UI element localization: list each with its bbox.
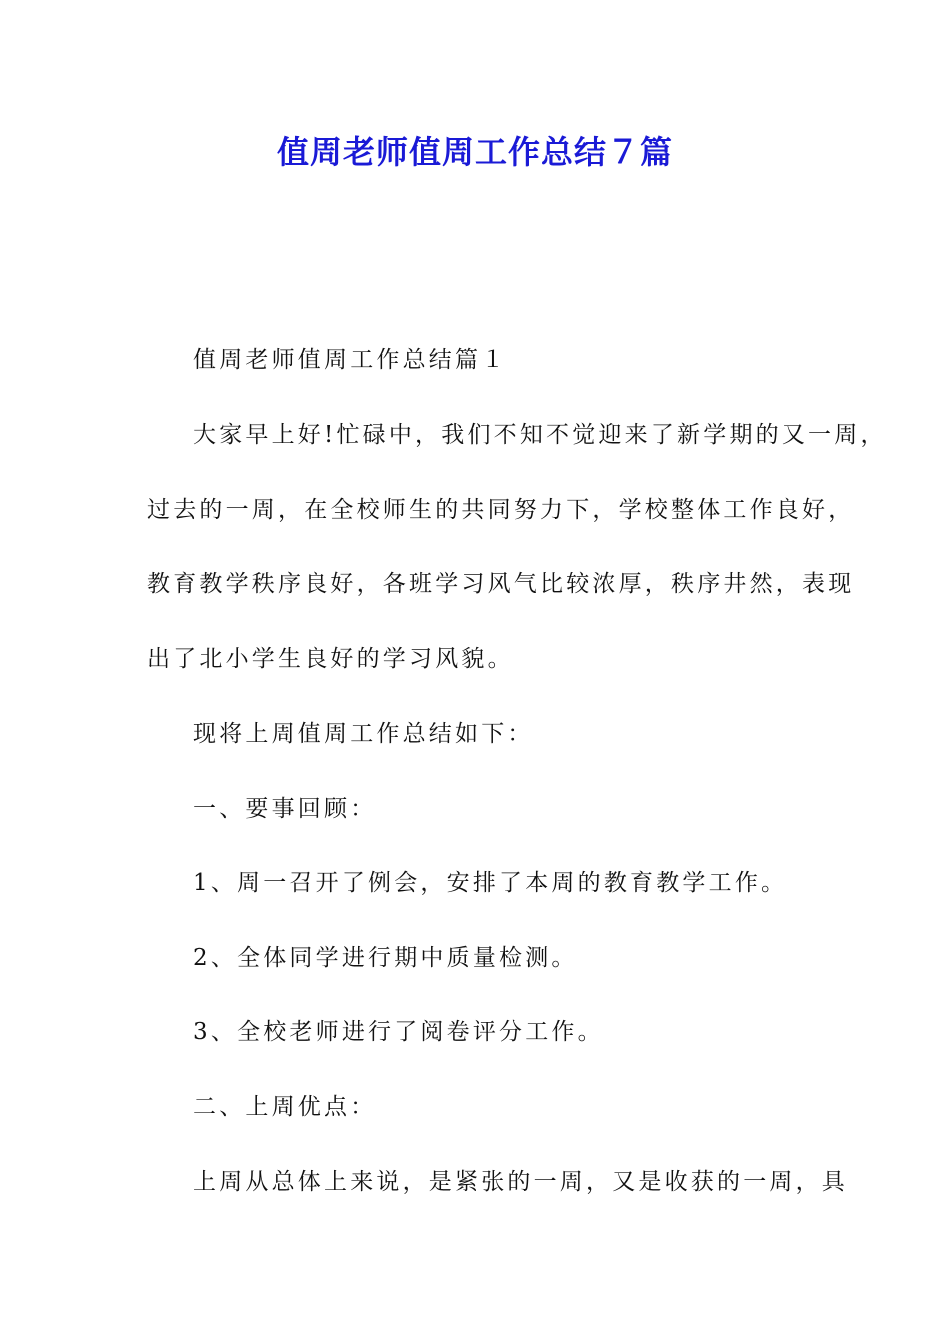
section-heading: 值周老师值周工作总结篇１ bbox=[193, 347, 508, 373]
paragraph-line: 过去的一周，在全校师生的共同努力下，学校整体工作良好， bbox=[147, 497, 855, 523]
paragraph-line: 出了北小学生良好的学习风貌。 bbox=[147, 646, 514, 672]
list-item: 3、全校老师进行了阅卷评分工作。 bbox=[193, 1019, 604, 1045]
paragraph-line: 现将上周值周工作总结如下： bbox=[193, 721, 534, 747]
paragraph-line: 上周从总体上来说，是紧张的一周，又是收获的一周，具 bbox=[193, 1169, 848, 1195]
list-heading: 一、要事回顾： bbox=[193, 796, 377, 822]
list-item: 1、周一召开了例会，安排了本周的教育教学工作。 bbox=[193, 870, 788, 896]
list-item: 2、全体同学进行期中质量检测。 bbox=[193, 945, 578, 971]
paragraph-line: 教育教学秩序良好，各班学习风气比较浓厚，秩序井然，表现 bbox=[147, 571, 855, 597]
paragraph-line: 大家早上好!忙碌中，我们不知不觉迎来了新学期的又一周， bbox=[193, 422, 887, 448]
document-title: 值周老师值周工作总结７篇 bbox=[276, 133, 673, 171]
list-heading: 二、上周优点： bbox=[193, 1094, 377, 1120]
